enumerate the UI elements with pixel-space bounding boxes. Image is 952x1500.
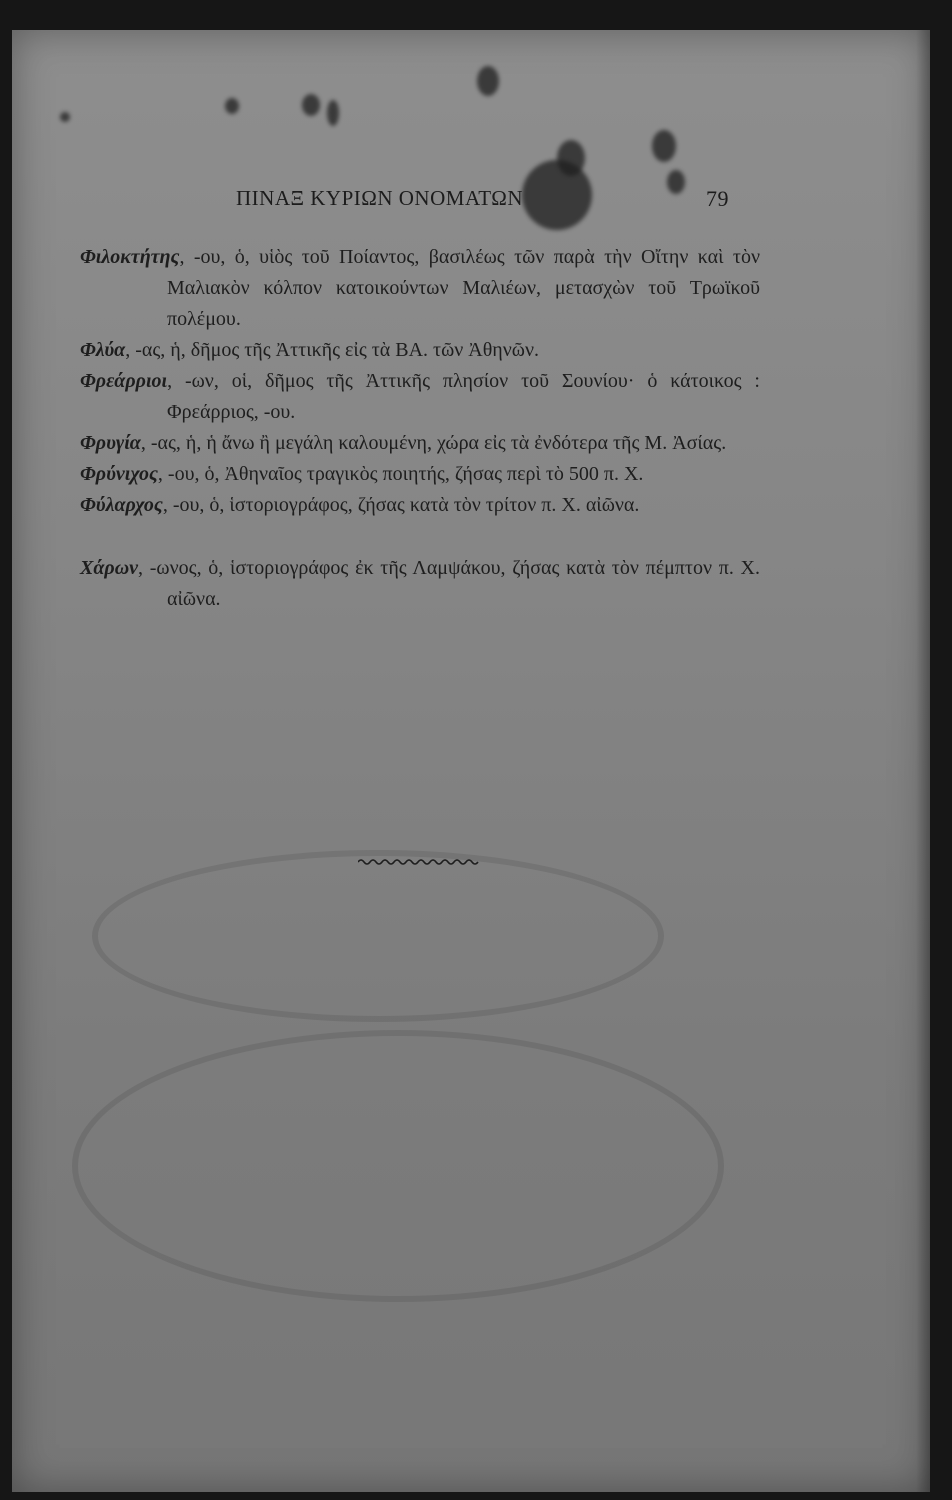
- index-entry: [80, 366, 760, 428]
- page-edge-shadow: [916, 30, 930, 1492]
- entry-body: , -ου, ὁ, ἱστοριογράφος, ζήσας κατὰ τὸν τρίτον π. Χ. αἰῶνα.: [162, 494, 640, 516]
- index-entry: [80, 242, 760, 335]
- entry-headword: Φρυγία: [80, 432, 141, 454]
- index-entry: [80, 553, 760, 615]
- entry-headword: Φύλαρχος: [80, 494, 163, 516]
- ink-stain: [557, 140, 585, 176]
- entry-body: , -ας, ἡ, δῆμος τῆς Ἀττικῆς εἰς τὰ ΒΑ. τῶν Ἀθηνῶν.: [125, 339, 540, 361]
- wavy-line-ornament-icon: [358, 858, 482, 866]
- entry-body: , -ου, ὁ, Ἀθηναῖος τραγικὸς ποιητής, ζήσας περὶ τὸ 500 π. Χ.: [157, 463, 644, 485]
- show-through-arc: [92, 850, 664, 1022]
- ink-stain: [302, 94, 320, 116]
- index-entry: [80, 490, 760, 521]
- index-entry: [80, 428, 760, 459]
- page-header: [0, 186, 952, 216]
- entry-headword: Χάρων: [80, 557, 139, 579]
- entry-body: , -ων, οἱ, δῆμος τῆς Ἀττικῆς πλησίον τοῦ Σουνίου· ὁ κάτοικος : Φρεάρριος, -ου.: [167, 370, 760, 423]
- entry-body: , -ου, ὁ, υἱὸς τοῦ Ποίαντος, βασιλέως τῶν παρὰ τὴν Οἴτην καὶ τὸν Μαλιακὸν κόλπον κατοικούντων Μαλιέων, μετασχὼν τοῦ Τρωϊκοῦ πολέμου.: [167, 246, 760, 330]
- index-entry: [80, 459, 760, 490]
- show-through-oval: [72, 1030, 724, 1302]
- entry-body: , -ας, ἡ, ἡ ἄνω ἢ μεγάλη καλουμένη, χώρα εἰς τὰ ἐνδότερα τῆς Μ. Ἀσίας.: [140, 432, 727, 454]
- entry-headword: Φρεάρριοι: [80, 370, 168, 392]
- entry-headword: Φιλοκτήτης: [80, 246, 180, 268]
- index-entry: [80, 335, 760, 366]
- entry-body: , -ωνος, ὁ, ἱστοριογράφος ἐκ τῆς Λαμψάκου, ζήσας κατὰ τὸν πέμπτον π. Χ. αἰῶνα.: [138, 557, 760, 610]
- page-number: 79: [706, 186, 729, 211]
- ink-stain: [327, 100, 339, 126]
- ink-stain: [60, 112, 70, 122]
- running-title: ΠΙΝΑΞ ΚΥΡΙΩΝ ΟΝΟΜΑΤΩΝ: [236, 186, 524, 210]
- entry-headword: Φλύα: [80, 339, 126, 361]
- ink-stain: [225, 98, 239, 114]
- entry-headword: Φρύνιχος: [80, 463, 158, 485]
- ink-stain: [652, 130, 676, 162]
- index-entries: [80, 242, 760, 615]
- ink-stain: [477, 66, 499, 96]
